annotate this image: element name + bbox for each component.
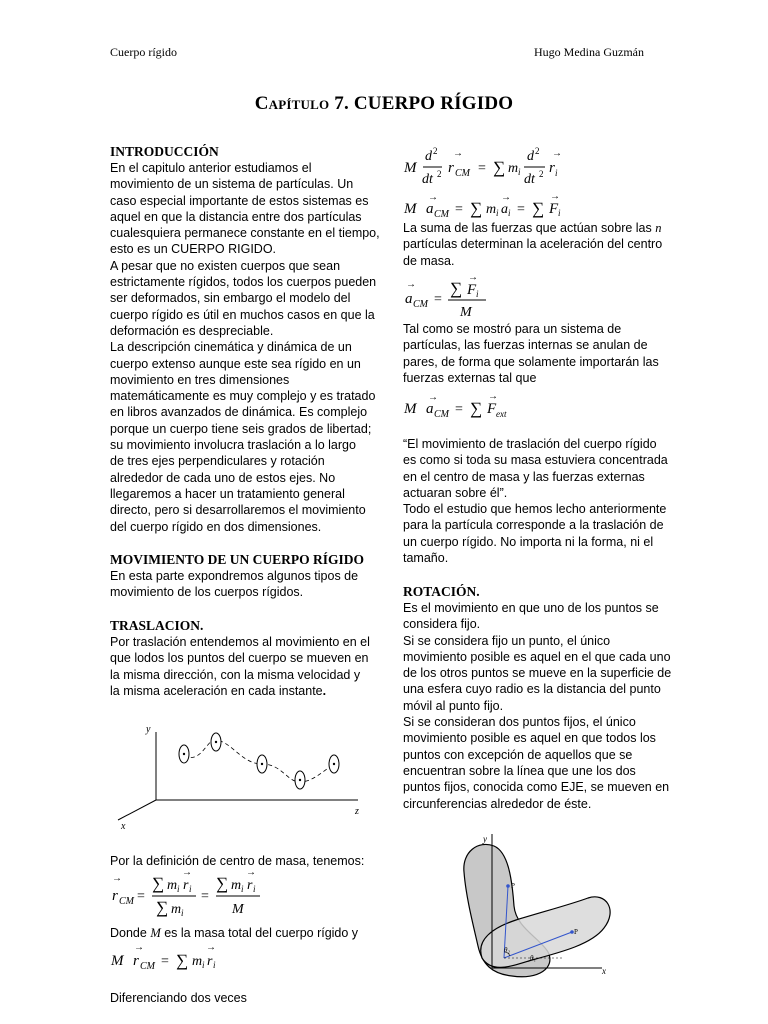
svg-text:F: F bbox=[549, 201, 559, 217]
intro-line: alrededor de cada uno de estos ejes. No bbox=[110, 470, 336, 485]
translation-line: que lodos los puntos del cuerpo se mueven en bbox=[110, 651, 369, 666]
svg-text:r: r bbox=[183, 878, 189, 893]
svg-text:∑: ∑ bbox=[156, 898, 169, 917]
svg-text:=: = bbox=[434, 292, 442, 307]
intro-section bbox=[110, 144, 385, 535]
svg-text:i: i bbox=[189, 884, 192, 894]
translation-section bbox=[110, 618, 385, 699]
svg-text:dt: dt bbox=[422, 172, 433, 187]
svg-text:r: r bbox=[247, 878, 253, 893]
rotation-line: Es el movimiento en que uno de los puntos se bbox=[403, 601, 659, 615]
translation-paragraph bbox=[110, 634, 385, 699]
svg-text:→: → bbox=[550, 191, 560, 202]
svg-text:i: i bbox=[496, 208, 499, 218]
svg-text:m: m bbox=[231, 878, 242, 893]
svg-text:r: r bbox=[207, 954, 213, 969]
svg-text:m: m bbox=[192, 954, 203, 969]
intro-line: A pesar que no existen cuerpos que sean bbox=[110, 258, 341, 273]
intro-line: La descripción cinemática y dinámica de un bbox=[110, 340, 352, 355]
svg-text:a: a bbox=[501, 202, 508, 217]
donde-text: Donde M es la masa total del cuerpo rígido y bbox=[110, 926, 359, 940]
svg-text:m: m bbox=[508, 161, 519, 176]
intro-line: directo, pero si desarrollaremos el movimiento bbox=[110, 503, 366, 518]
rotation-paragraph bbox=[403, 600, 678, 812]
rotation-line: una esfera cuyo radio es la distancia del punto bbox=[403, 682, 661, 697]
intro-heading: INTRODUCCIÓN bbox=[110, 144, 219, 159]
svg-text:2: 2 bbox=[433, 146, 438, 156]
svg-text:→: → bbox=[428, 392, 438, 403]
cm-definition-text: Por la definición de centro de masa, tenemos: bbox=[110, 854, 365, 868]
svg-text:∑: ∑ bbox=[176, 951, 189, 970]
rotation-line: movimiento posible es aquel en que todos los bbox=[403, 731, 656, 746]
rotation-line: Si se considera fijo un punto, el único bbox=[403, 633, 611, 648]
rotation-line: puntos con excepción de aquellos que se bbox=[403, 747, 633, 762]
rotation-line: de los otros puntos se mueve en la superficie de bbox=[403, 666, 672, 681]
svg-text:→: → bbox=[134, 942, 144, 953]
intro-line: en libros avanzados de dinámica. Es complejo bbox=[110, 405, 368, 420]
svg-text:=: = bbox=[478, 161, 486, 176]
svg-text:θ₁: θ₁ bbox=[530, 954, 536, 962]
movement-line: En esta parte expondremos algunos tipos de bbox=[110, 569, 359, 583]
rotation-section bbox=[403, 584, 678, 812]
svg-text:i: i bbox=[177, 884, 180, 894]
quote-line: para la partícula corresponde a la traslación de bbox=[403, 518, 664, 533]
quote-line: es como si toda su masa estuviera concentrada bbox=[403, 453, 668, 468]
quote-line: actuaran sobre él”. bbox=[403, 485, 508, 500]
svg-text:i: i bbox=[476, 289, 479, 299]
svg-text:M: M bbox=[404, 401, 417, 417]
quote-paragraph bbox=[403, 436, 673, 566]
sum-forces-paragraph: La suma de las fuerzas que actúan sobre las n partículas determinan la aceleración del centro de masa. bbox=[403, 221, 663, 268]
fig1-y-label: y bbox=[146, 724, 151, 735]
movement-section bbox=[110, 552, 385, 601]
svg-text:r: r bbox=[549, 160, 555, 176]
svg-text:m: m bbox=[171, 902, 182, 917]
svg-text:→: → bbox=[428, 192, 438, 203]
quote-line: Todo el estudio que hemos lecho anteriormente bbox=[403, 502, 667, 517]
translation-line: Por traslación entendemos al movimiento en el bbox=[110, 635, 370, 649]
title-rest: 7. CUERPO RÍGIDO bbox=[329, 93, 514, 114]
svg-text:a: a bbox=[426, 401, 434, 417]
svg-text:a: a bbox=[405, 291, 413, 307]
svg-text:i: i bbox=[555, 168, 558, 178]
intro-line: cuerpo rígido es útil en muchos casos en que la bbox=[110, 307, 375, 322]
quote-line: un cuerpo rígido. No importa ni la forma, ni el bbox=[403, 534, 654, 549]
svg-text:2: 2 bbox=[539, 169, 544, 179]
svg-text:∑: ∑ bbox=[532, 199, 545, 218]
intro-line: deformación es despreciable. bbox=[110, 323, 274, 338]
rotation-line: circunferencias alrededor de éste. bbox=[403, 796, 592, 811]
svg-text:CM: CM bbox=[413, 299, 428, 310]
header-left: Cuerpo rígido bbox=[110, 45, 177, 59]
intro-paragraph bbox=[110, 160, 385, 535]
svg-text:dt: dt bbox=[524, 172, 535, 187]
svg-text:∑: ∑ bbox=[450, 279, 463, 298]
svg-text:=: = bbox=[137, 889, 145, 904]
svg-text:P: P bbox=[511, 882, 515, 890]
svg-text:∑: ∑ bbox=[152, 874, 165, 893]
svg-text:=: = bbox=[455, 402, 463, 417]
svg-text:=: = bbox=[455, 202, 463, 217]
header-right: Hugo Medina Guzmán bbox=[534, 45, 644, 59]
svg-text:→: → bbox=[112, 873, 122, 884]
svg-text:θ₂: θ₂ bbox=[504, 946, 510, 954]
svg-text:→: → bbox=[246, 869, 256, 878]
rotation-line: Si se consideran dos puntos fijos, el único bbox=[403, 715, 636, 730]
svg-text:i: i bbox=[518, 167, 521, 177]
svg-text:M: M bbox=[460, 305, 472, 320]
intro-line: cualesquiera permanece constante en el tiempo, bbox=[110, 226, 380, 241]
svg-text:x: x bbox=[602, 966, 606, 976]
svg-text:=: = bbox=[201, 889, 209, 904]
svg-text:ext: ext bbox=[496, 409, 507, 419]
svg-text:M: M bbox=[404, 160, 417, 176]
intro-line: llegaremos a hacer un tratamiento general bbox=[110, 486, 345, 501]
svg-text:∑: ∑ bbox=[470, 199, 483, 218]
rotation-line: puntos fijos, conocida como EJE, se mueven en bbox=[403, 780, 670, 795]
svg-text:i: i bbox=[241, 884, 244, 894]
internal-forces-line: fuerzas externas tal que bbox=[403, 370, 537, 385]
total-mass-equation bbox=[108, 940, 228, 972]
quote-line: en el centro de masa y las fuerzas externas bbox=[403, 469, 645, 484]
cm-position-equation bbox=[108, 869, 278, 921]
svg-text:→: → bbox=[406, 279, 416, 290]
svg-text:i: i bbox=[558, 208, 561, 218]
svg-text:i: i bbox=[253, 884, 256, 894]
intro-line: movimiento de un sistema de partículas. Un bbox=[110, 177, 354, 192]
svg-text:P: P bbox=[574, 928, 578, 936]
svg-text:→: → bbox=[552, 148, 562, 159]
svg-text:∑: ∑ bbox=[216, 874, 229, 893]
fig1-z-label: z bbox=[355, 806, 359, 817]
internal-forces-line: pares, de forma que solamente importarán las bbox=[403, 354, 659, 369]
chapter-title bbox=[0, 93, 768, 115]
translation-heading: TRASLACION. bbox=[110, 618, 204, 633]
svg-text:=: = bbox=[517, 202, 525, 217]
movement-paragraph bbox=[110, 568, 385, 601]
translation-figure bbox=[112, 712, 380, 834]
svg-text:→: → bbox=[488, 391, 498, 402]
intro-line: matemáticamente es muy complejo y es tratado bbox=[110, 389, 376, 404]
svg-text:→: → bbox=[501, 192, 511, 203]
svg-text:F: F bbox=[467, 282, 477, 298]
rotation-figure bbox=[452, 828, 622, 990]
translation-line: la misma dirección, con la misma velocidad y bbox=[110, 667, 361, 682]
svg-text:i: i bbox=[202, 960, 205, 970]
intro-line: porque un cuerpo tiene seis grados de libertad; bbox=[110, 421, 372, 436]
svg-text:∑: ∑ bbox=[493, 158, 506, 177]
intro-line: esto es un CUERPO RIGIDO. bbox=[110, 242, 277, 257]
intro-line: del cuerpo rígido en dos dimensiones. bbox=[110, 519, 322, 534]
internal-forces-line: partículas, las fuerzas internas se anulan de bbox=[403, 338, 648, 353]
svg-text:d: d bbox=[425, 149, 432, 164]
svg-text:i: i bbox=[181, 908, 184, 918]
svg-text:CM: CM bbox=[455, 168, 470, 179]
svg-text:→: → bbox=[206, 942, 216, 953]
svg-text:M: M bbox=[404, 201, 417, 217]
svg-text:→: → bbox=[468, 273, 478, 283]
intro-line: caso especial importante de estos sistemas es bbox=[110, 193, 369, 208]
movement-heading: MOVIMIENTO DE UN CUERPO RÍGIDO bbox=[110, 552, 365, 567]
intro-line: cuerpo extenso aunque este sea rígido en un bbox=[110, 356, 361, 371]
svg-text:i: i bbox=[508, 208, 511, 218]
internal-forces-paragraph bbox=[403, 321, 673, 386]
svg-text:F: F bbox=[487, 401, 497, 417]
rotation-heading: ROTACIÓN. bbox=[403, 584, 480, 599]
intro-line: ser deformados, sin embargo el modelo del bbox=[110, 291, 351, 306]
svg-text:i: i bbox=[213, 960, 216, 970]
second-derivative-equation bbox=[402, 145, 582, 189]
intro-line: de tres ejes perpendiculares y rotación bbox=[110, 454, 325, 469]
rotation-line: móvil al punto fijo. bbox=[403, 698, 504, 713]
quote-line: tamaño. bbox=[403, 551, 449, 566]
svg-text:r: r bbox=[448, 160, 454, 176]
svg-text:r: r bbox=[112, 888, 118, 904]
translation-line: la misma aceleración en cada instante. bbox=[110, 683, 327, 698]
cm-acceleration-equation bbox=[402, 273, 502, 321]
svg-text:→: → bbox=[182, 869, 192, 878]
svg-text:=: = bbox=[161, 954, 169, 969]
svg-text:M: M bbox=[111, 953, 124, 969]
movement-line: movimiento de los cuerpos rígidos. bbox=[110, 585, 304, 600]
svg-text:CM: CM bbox=[119, 896, 134, 907]
external-force-equation bbox=[402, 390, 522, 422]
intro-line: su movimiento involucra traslación a lo largo bbox=[110, 438, 356, 453]
quote-line: “El movimiento de traslación del cuerpo rígido bbox=[403, 437, 657, 451]
intro-line: aquel en que la distancia entre dos partículas bbox=[110, 209, 362, 224]
svg-text:d: d bbox=[527, 149, 534, 164]
svg-text:r: r bbox=[133, 953, 139, 969]
svg-text:→: → bbox=[453, 148, 463, 159]
svg-text:m: m bbox=[167, 878, 178, 893]
svg-text:∑: ∑ bbox=[470, 399, 483, 418]
intro-line: En el capitulo anterior estudiamos el bbox=[110, 161, 312, 175]
acceleration-sum-equation bbox=[402, 190, 572, 222]
internal-forces-line: Tal como se mostró para un sistema de bbox=[403, 322, 622, 336]
rotation-line: considera fijo. bbox=[403, 617, 481, 632]
svg-text:2: 2 bbox=[437, 169, 442, 179]
title-small-caps: Capítulo bbox=[254, 93, 330, 114]
intro-line: estrictamente rígidos, todos los cuerpos pueden bbox=[110, 275, 377, 290]
rotation-line: encuentran sobre la línea que une los dos bbox=[403, 763, 636, 778]
svg-text:a: a bbox=[426, 201, 434, 217]
intro-line: movimiento en tres dimensiones bbox=[110, 372, 290, 387]
svg-text:M: M bbox=[232, 902, 244, 917]
fig1-x-label: x bbox=[121, 821, 126, 832]
svg-text:CM: CM bbox=[434, 409, 449, 420]
rotation-line: movimiento posible es aquel en el que cada uno bbox=[403, 649, 671, 664]
svg-text:m: m bbox=[486, 202, 497, 217]
svg-text:2: 2 bbox=[535, 146, 540, 156]
svg-text:y: y bbox=[483, 834, 487, 844]
svg-text:CM: CM bbox=[140, 961, 155, 972]
svg-text:CM: CM bbox=[434, 209, 449, 220]
differentiate-text: Diferenciando dos veces bbox=[110, 991, 247, 1005]
